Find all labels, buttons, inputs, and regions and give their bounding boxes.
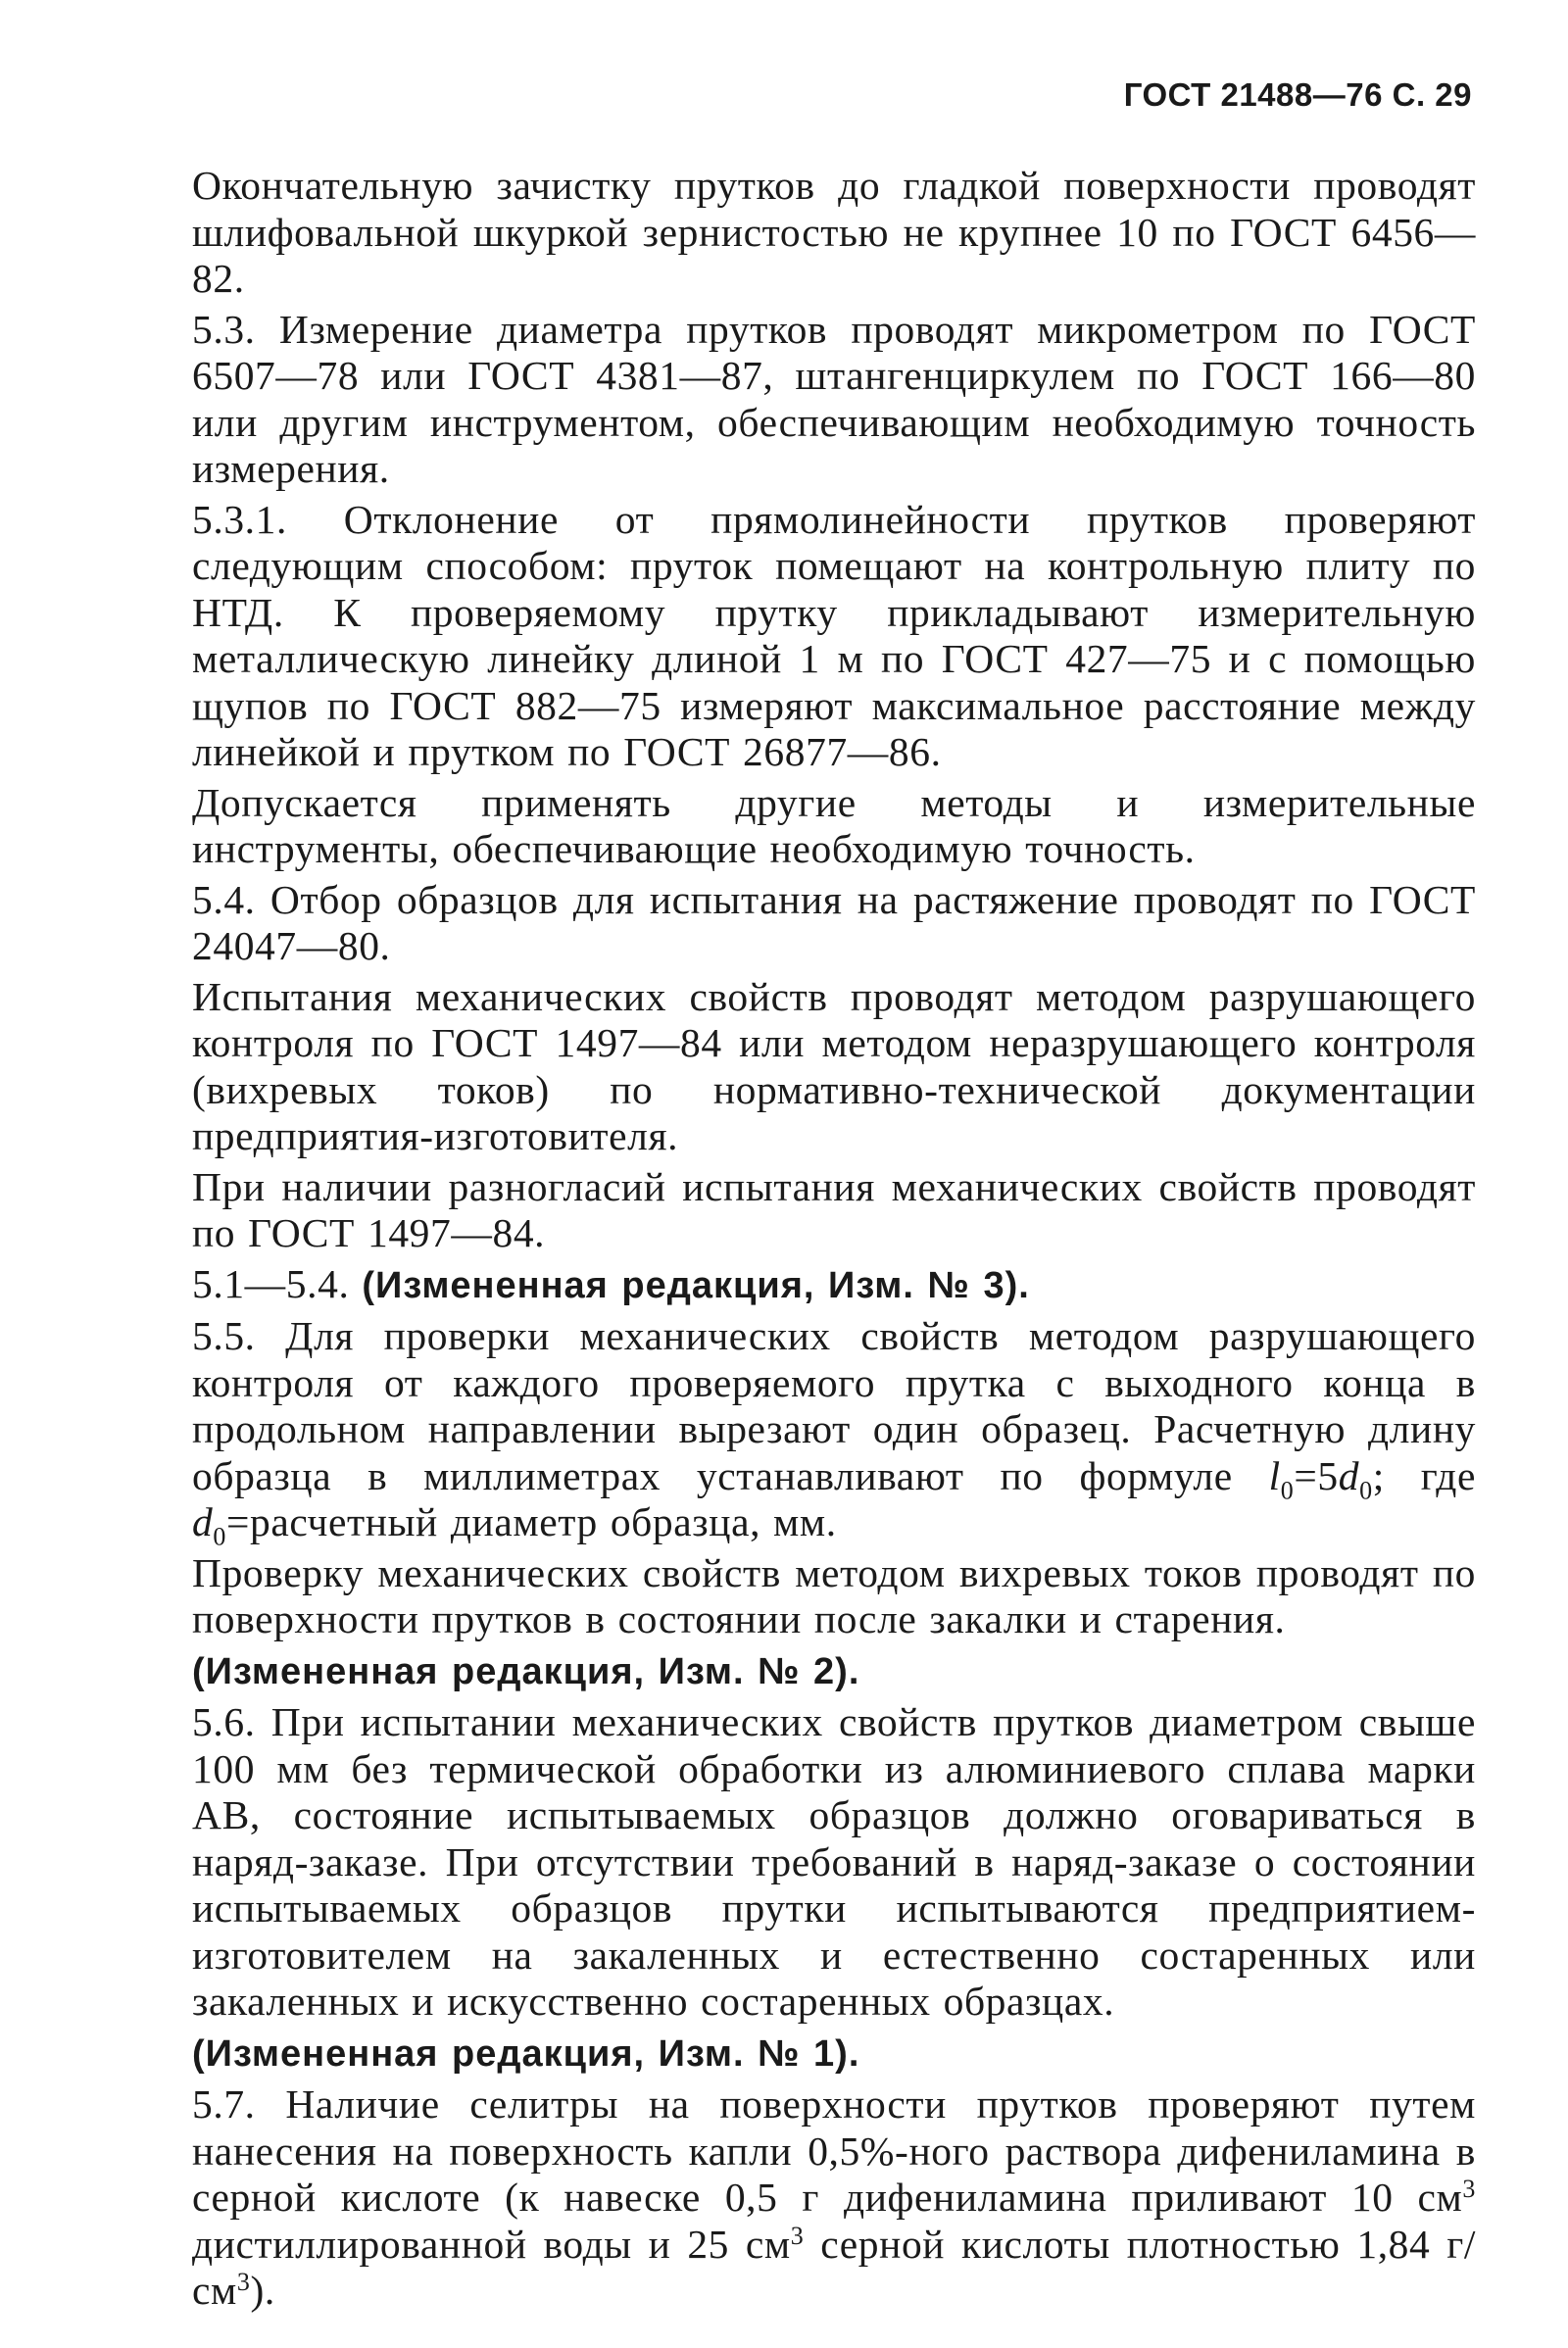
formula-where-definition: =расчетный диаметр образца, мм. [225,1499,837,1544]
paragraph-text: Проверку механических свойств методом вихревых токов проводят по поверхности прутков в состоянии после закалки и старения. [192,1549,1476,1641]
formula-equals: =5 [1294,1452,1339,1498]
paragraph-5-6 [192,1699,1476,2026]
paragraph-eddy-current [192,1550,1476,1643]
formula-d-subscript: 0 [1359,1475,1373,1504]
paragraph-final-cleaning [192,163,1476,303]
paragraph-text: 5.3.1. Отклонение от прямолинейности прутков проверяют следующим способом: пруток помещают на контрольную плиту по НТД. К проверяемому прутку прикладывают измерительную металлическую линейку длиной 1 м по ГОСТ 427—75 и с помощью щупов по ГОСТ 882—75 измеряют максимальное расстояние между линейкой и прутком по ГОСТ 26877—86. [192,496,1476,774]
paragraph-text: Испытания механических свойств проводят методом разрушающего контроля по ГОСТ 1497—84 или методом неразрушающего контроля (вихревых токов) по нормативно-технической документации предприятия-изготовителя. [192,973,1476,1158]
superscript-cubic: 3 [790,2221,805,2250]
formula-tail: ; [1372,1452,1385,1498]
paragraph-text: серной кислоты плотностью 1,84 г/см [192,2221,1476,2313]
formula-l-subscript: 0 [1280,1475,1295,1504]
amendment-note-3 [192,1261,1476,1310]
formula-where: где [1420,1452,1476,1498]
superscript-cubic: 3 [236,2268,251,2296]
paragraph-text: ). [250,2268,275,2313]
amendment-label: (Измененная редакция, Изм. № 3). [362,1264,1030,1306]
formula-where-d-subscript: 0 [213,1522,226,1551]
amendment-range: 5.1—5.4. [192,1260,363,1306]
paragraph-5-7 [192,2081,1476,2315]
paragraph-5-3-1 [192,497,1476,776]
paragraph-text: 5.4. Отбор образцов для испытания на растяжение проводят по ГОСТ 24047—80. [192,876,1476,968]
paragraph-disagreements [192,1164,1476,1257]
amendment-note-2 [192,1647,1476,1696]
paragraph-text: 5.5. Для проверки механических свойств методом разрушающего контроля от каждого проверяемого прутка с выходного конца в продольном направлении вырезают один образец. Расчетную длину образца в миллиметрах устанавливают по формуле [192,1313,1476,1498]
paragraph-mechanical-tests [192,974,1476,1160]
paragraph-text: Допускается применять другие методы и измерительные инструменты, обеспечивающие необходимую точность. [192,779,1476,871]
paragraph-text: 5.6. При испытании механических свойств прутков диаметром свыше 100 мм без термической обработки из алюминиевого сплава марки АВ, состояние испытываемых образцов должно оговариваться в наряд-заказе. При отсутствии требований в наряд-заказе о состоянии испытываемых образцов прутки испытываются предприятием-изготовителем на закаленных и естественно состаренных или закаленных и искусственно состаренных образцах. [192,1699,1476,2024]
paragraph-text: При наличии разногласий испытания механических свойств проводят по ГОСТ 1497—84. [192,1163,1476,1255]
formula-l: l [1268,1452,1281,1498]
paragraph-5-3 [192,307,1476,493]
superscript-cubic: 3 [1462,2175,1476,2203]
formula-d: d [1338,1452,1360,1498]
document-body [192,163,1476,2319]
paragraph-other-methods [192,780,1476,873]
amendment-note-1 [192,2030,1476,2079]
running-header: ГОСТ 21488—76 С. 29 [1123,76,1472,113]
paragraph-text: 5.7. Наличие селитры на поверхности прутков проверяют путем нанесения на поверхность капли 0,5%-ного раствора дифениламина в серной кислоте (к навеске 0,5 г дифениламина приливают 10 см [192,2081,1476,2220]
amendment-label: (Измененная редакция, Изм. № 1). [192,2032,860,2075]
paragraph-text: Окончательную зачистку прутков до гладкой поверхности проводят шлифовальной шкуркой зернистостью не крупнее 10 по ГОСТ 6456—82. [192,163,1476,301]
paragraph-5-5 [192,1313,1476,1551]
amendment-label: (Измененная редакция, Изм. № 2). [192,1650,860,1692]
paragraph-5-4 [192,877,1476,970]
paragraph-text: 5.3. Измерение диаметра прутков проводят микрометром по ГОСТ 6507—78 или ГОСТ 4381—87, штангенциркулем по ГОСТ 166—80 или другим инструментом, обеспечивающим необходимую точность измерения. [192,306,1476,491]
paragraph-text: дистиллированной воды и 25 см [192,2221,791,2267]
formula-where-d: d [192,1499,214,1544]
